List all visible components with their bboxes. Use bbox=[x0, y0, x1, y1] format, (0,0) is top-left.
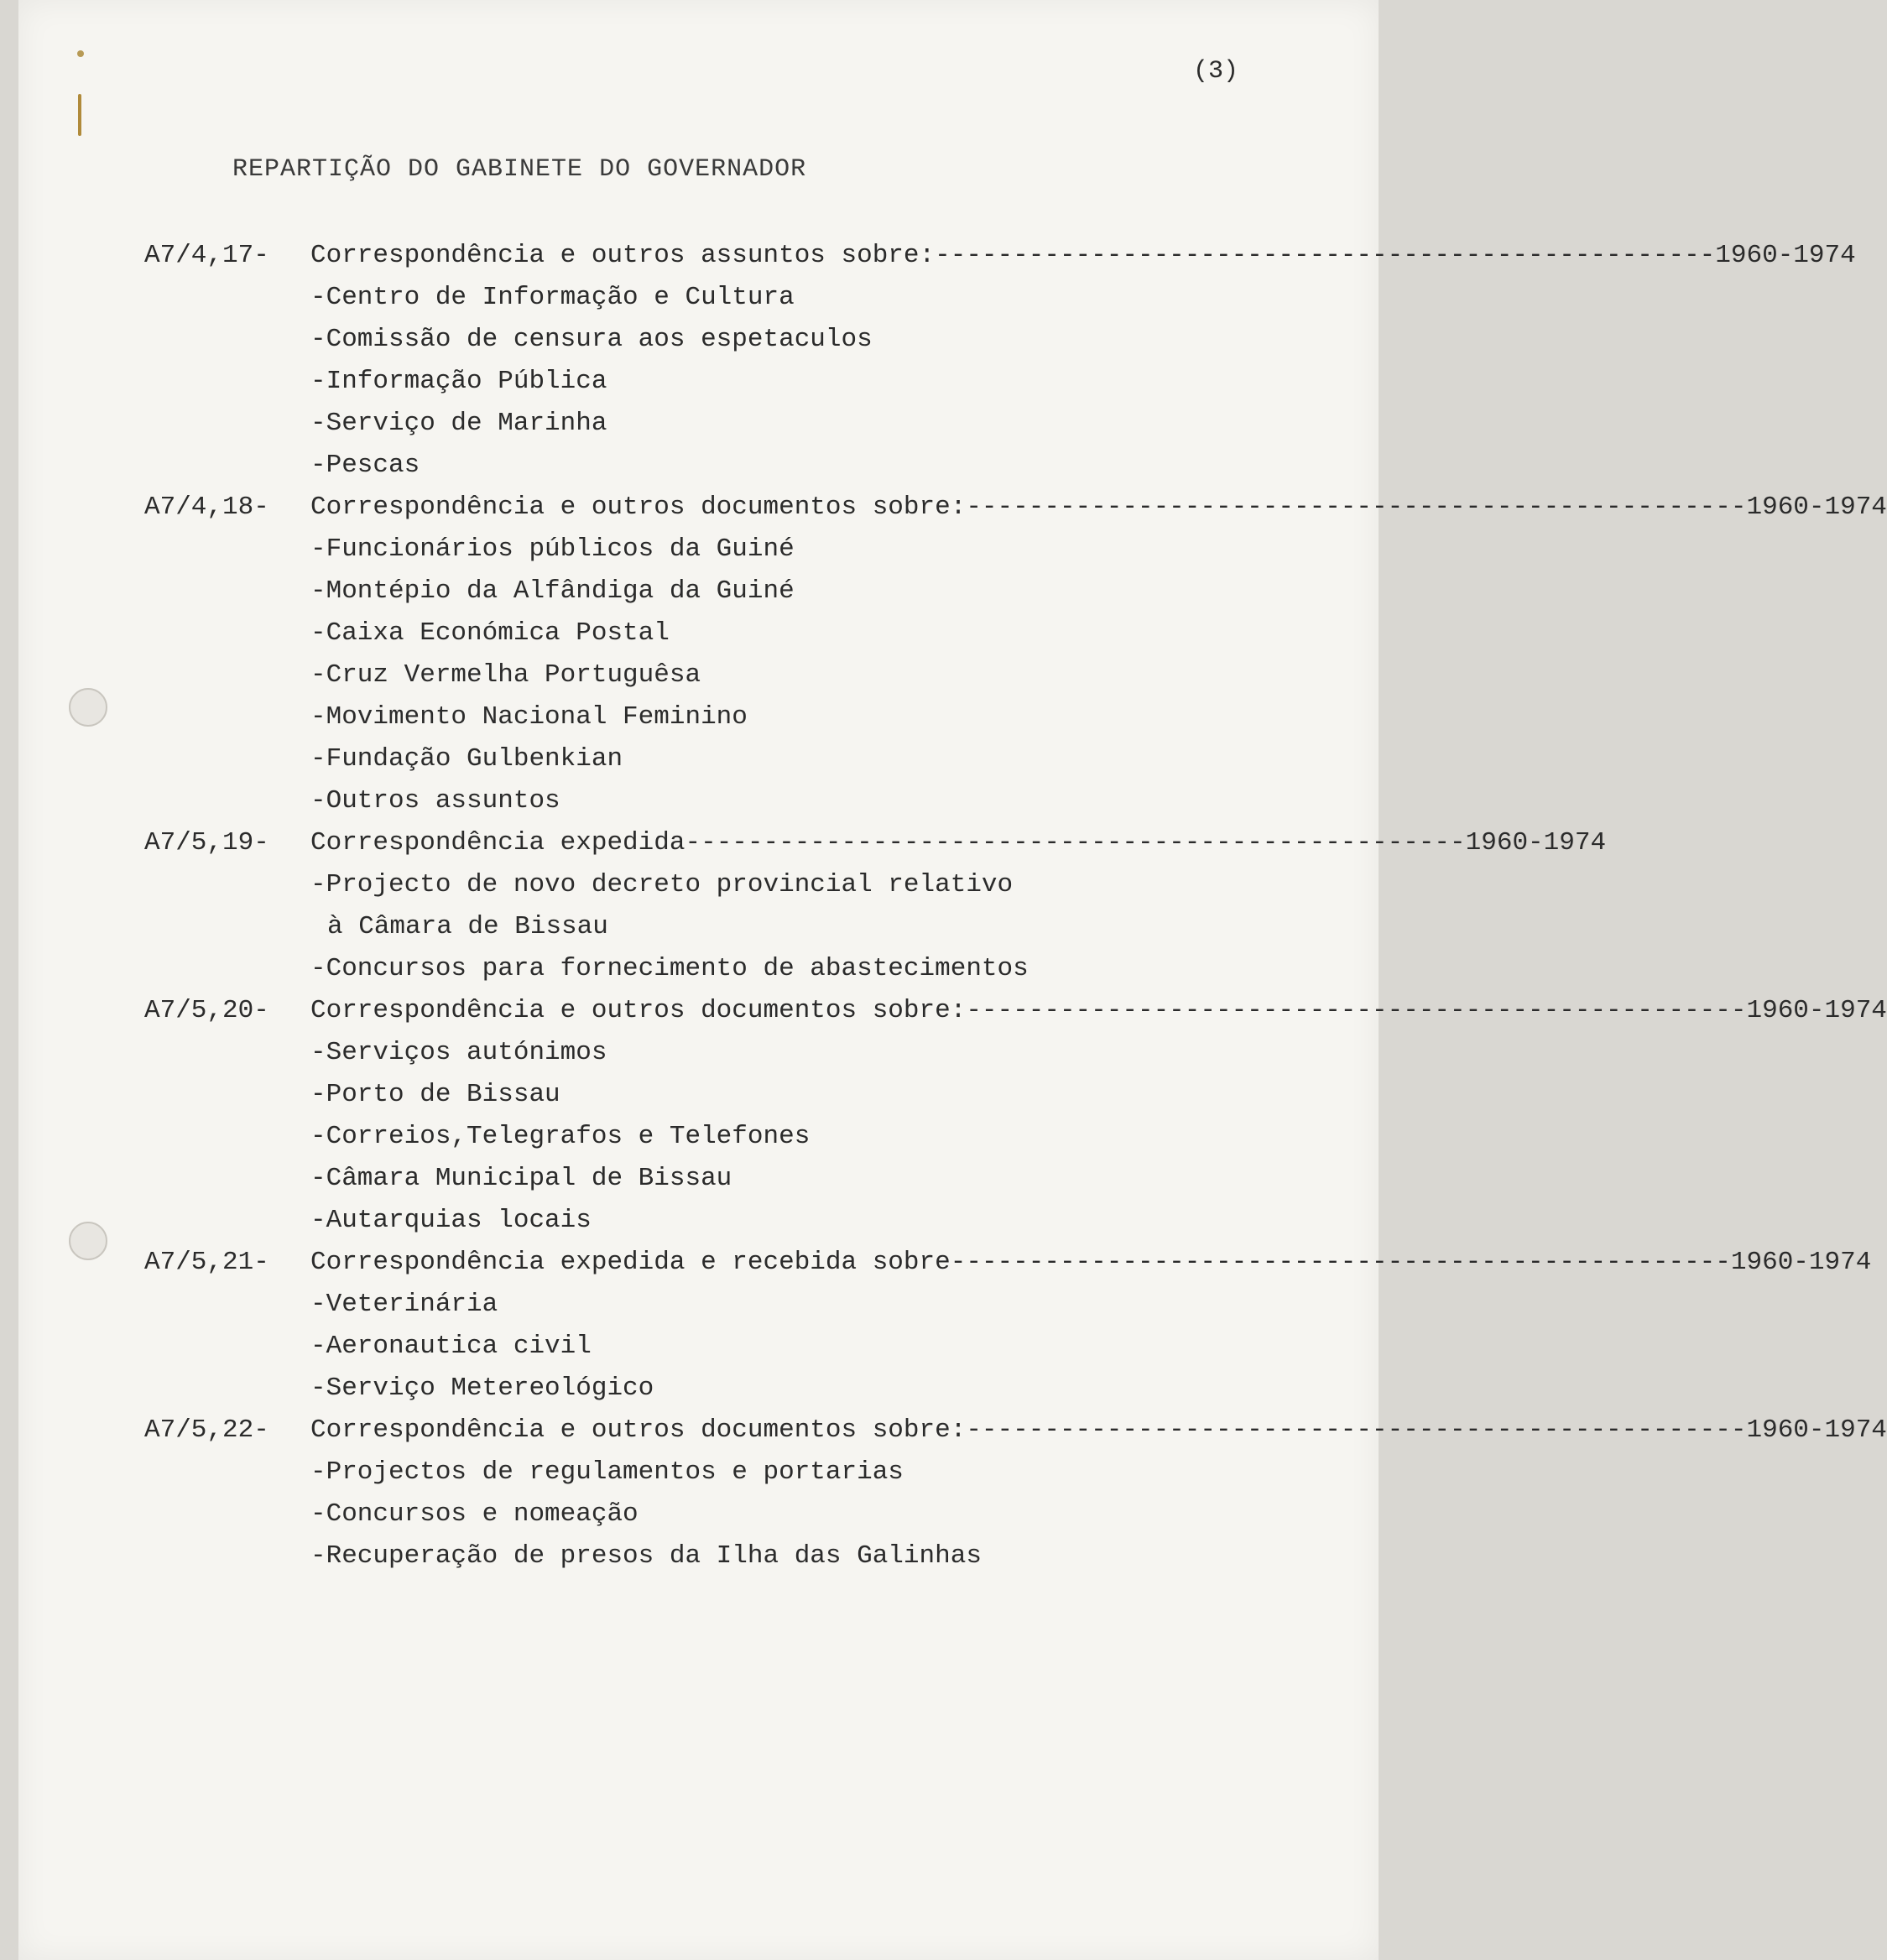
pin-mark bbox=[78, 94, 81, 136]
entry-subject: Correspondência expedida e recebida sobre bbox=[310, 1248, 951, 1277]
entry-header bbox=[18, 487, 1887, 529]
list-item: -Veterinária bbox=[310, 1290, 498, 1319]
reference-code: A7/5,21- bbox=[144, 1248, 269, 1277]
dash-leader: -------------------------------------------------- bbox=[966, 996, 1747, 1025]
list-item: -Aeronautica civil bbox=[310, 1332, 592, 1361]
list-item: -Porto de Bissau bbox=[310, 1080, 560, 1109]
entry bbox=[18, 822, 1607, 990]
list-item: -Projectos de regulamentos e portarias bbox=[310, 1457, 904, 1487]
entry bbox=[18, 1242, 1872, 1410]
entry-header bbox=[18, 1242, 1872, 1284]
page-title: REPARTIÇÃO DO GABINETE DO GOVERNADOR bbox=[232, 155, 807, 184]
list-item: -Funcionários públicos da Guiné bbox=[310, 534, 795, 564]
date-range: 1960-1974 bbox=[1715, 241, 1856, 270]
entry bbox=[18, 990, 1887, 1242]
dash-leader: -------------------------------------------------- bbox=[685, 828, 1466, 858]
list-item: -Montépio da Alfândiga da Guiné bbox=[310, 576, 795, 606]
list-item: à Câmara de Bissau bbox=[327, 912, 608, 941]
entry-subject: Correspondência expedida bbox=[310, 828, 685, 858]
entry-subject: Correspondência e outros documentos sobre: bbox=[310, 1415, 967, 1445]
date-range: 1960-1974 bbox=[1746, 1415, 1887, 1445]
reference-code: A7/5,20- bbox=[144, 996, 269, 1025]
staple-mark bbox=[77, 50, 84, 57]
list-item: -Outros assuntos bbox=[310, 786, 560, 816]
entry-subject: Correspondência e outros documentos sobre: bbox=[310, 996, 967, 1025]
list-item: -Movimento Nacional Feminino bbox=[310, 702, 748, 732]
list-item: -Informação Pública bbox=[310, 367, 607, 396]
dash-leader: -------------------------------------------------- bbox=[935, 241, 1716, 270]
list-item: -Correios,Telegrafos e Telefones bbox=[310, 1122, 811, 1151]
date-range: 1960-1974 bbox=[1730, 1248, 1872, 1277]
page-number: (3) bbox=[1193, 57, 1239, 86]
reference-code: A7/5,19- bbox=[144, 828, 269, 858]
dash-leader: -------------------------------------------------- bbox=[950, 1248, 1731, 1277]
date-range: 1960-1974 bbox=[1746, 996, 1887, 1025]
entry bbox=[18, 235, 1856, 487]
list-item: -Projecto de novo decreto provincial relativo bbox=[310, 870, 1014, 899]
entry bbox=[18, 1410, 1887, 1577]
list-item: -Pescas bbox=[310, 451, 420, 480]
date-range: 1960-1974 bbox=[1746, 493, 1887, 522]
dash-leader: -------------------------------------------------- bbox=[966, 1415, 1747, 1445]
date-range: 1960-1974 bbox=[1465, 828, 1607, 858]
entry-header bbox=[18, 1410, 1887, 1452]
list-item: -Serviço Metereológico bbox=[310, 1374, 654, 1403]
dash-leader: -------------------------------------------------- bbox=[966, 493, 1747, 522]
entry-header bbox=[18, 822, 1607, 864]
list-item: -Concursos para fornecimento de abastecimentos bbox=[310, 954, 1029, 983]
entry-header bbox=[18, 990, 1887, 1032]
entry-header bbox=[18, 235, 1856, 277]
reference-code: A7/5,22- bbox=[144, 1415, 269, 1445]
list-item: -Autarquias locais bbox=[310, 1206, 592, 1235]
reference-code: A7/4,17- bbox=[144, 241, 269, 270]
list-item: -Comissão de censura aos espetaculos bbox=[310, 325, 873, 354]
document-page bbox=[18, 0, 1887, 1960]
entry-list bbox=[18, 235, 1887, 1577]
list-item: -Caixa Económica Postal bbox=[310, 618, 670, 648]
list-item: -Serviços autónimos bbox=[310, 1038, 607, 1067]
entry-subject: Correspondência e outros assuntos sobre: bbox=[310, 241, 936, 270]
list-item: -Câmara Municipal de Bissau bbox=[310, 1164, 732, 1193]
list-item: -Concursos e nomeação bbox=[310, 1499, 639, 1529]
list-item: -Cruz Vermelha Portuguêsa bbox=[310, 660, 701, 690]
entry bbox=[18, 487, 1887, 822]
list-item: -Serviço de Marinha bbox=[310, 409, 607, 438]
list-item: -Centro de Informação e Cultura bbox=[310, 283, 795, 312]
list-item: -Fundação Gulbenkian bbox=[310, 744, 623, 774]
list-item: -Recuperação de presos da Ilha das Galinhas bbox=[310, 1541, 982, 1571]
reference-code: A7/4,18- bbox=[144, 493, 269, 522]
entry-subject: Correspondência e outros documentos sobre: bbox=[310, 493, 967, 522]
